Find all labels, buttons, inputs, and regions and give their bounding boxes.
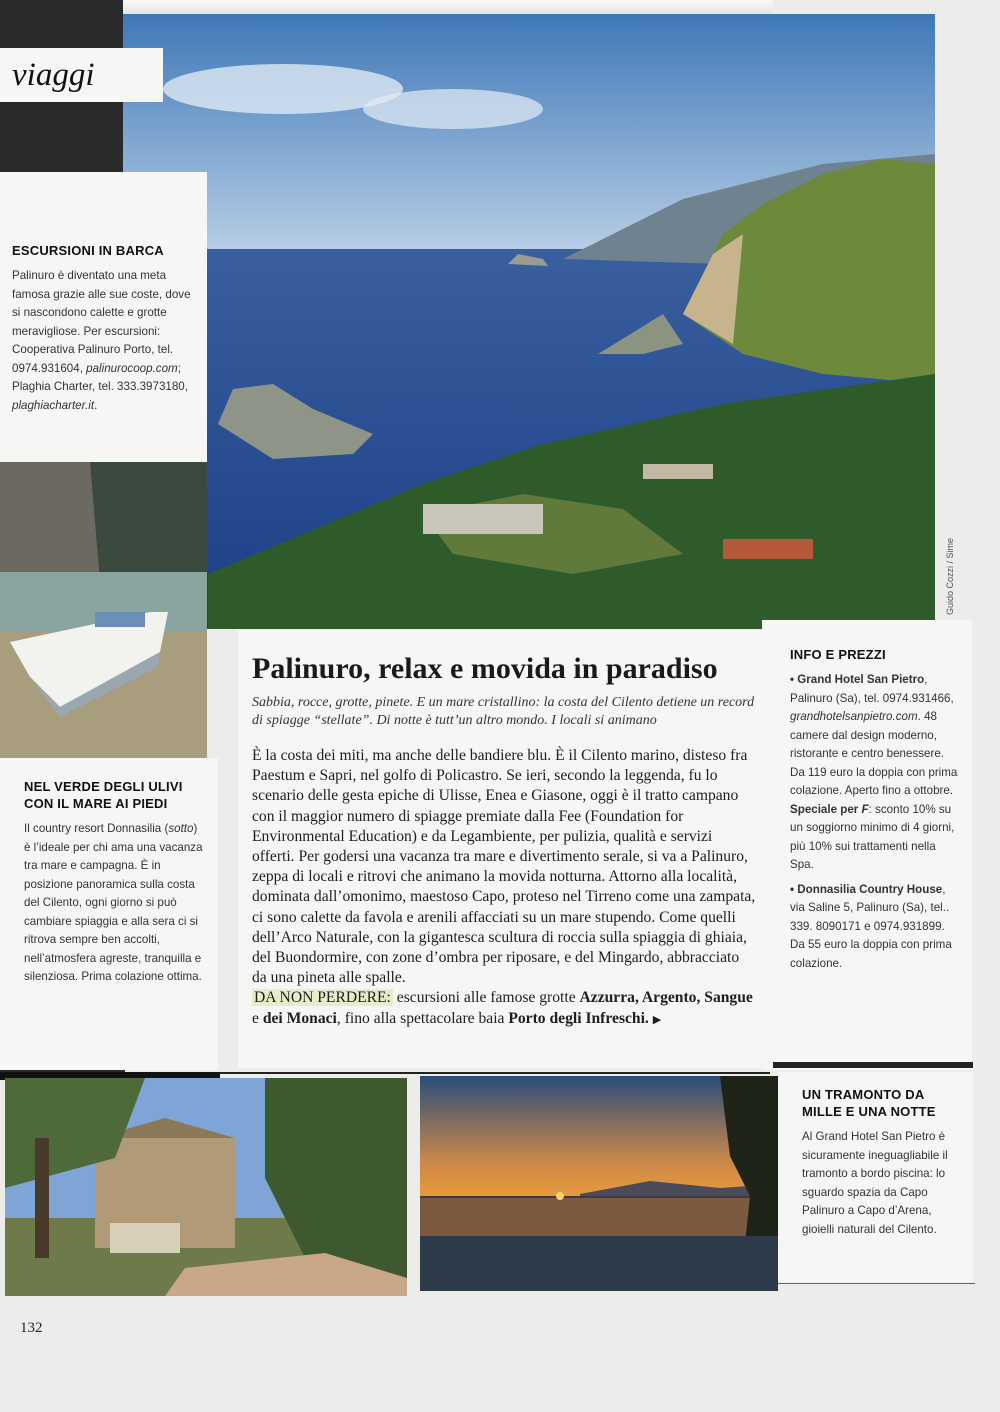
sidebar-olive-heading: NEL VERDE DEGLI ULIVI CON IL MARE AI PIEDI: [24, 779, 183, 811]
info-heading: INFO E PREZZI: [790, 647, 886, 662]
info-hotel2: • Donnasilia Country House, via Saline 5, Palinuro (Sa), tel.. 339. 8090171 e 0974.931899. Da 55 euro la doppia con prima colazione.: [790, 882, 952, 970]
sidebar-boat-heading: ESCURSIONI IN BARCA: [12, 243, 164, 258]
divider-rule: [220, 1072, 770, 1074]
palinuro-coast-photo: [123, 14, 935, 629]
sidebar-olive-box: [0, 758, 218, 1070]
sidebar-boat-text: Palinuro è diventato una meta famosa grazie alle sue coste, dove si nascondono calette e grotte meravigliose. Per escursioni: Cooperativa Palinuro Porto, tel. 0974.931604, palinurocoop.com; Plaghia Charter, tel. 333.3973180, plaghiacharter.it.: [12, 269, 191, 412]
article-title: Palinuro, relax e movida in paradiso: [252, 652, 718, 685]
sunset-heading: UN TRAMONTO DA MILLE E UNA NOTTE: [802, 1087, 936, 1119]
link-palinurocoop[interactable]: palinurocoop.com: [86, 361, 178, 375]
section-tag: viaggi: [0, 48, 163, 102]
sidebar-boat-box: [0, 172, 207, 462]
link-grandhotelsanpietro[interactable]: grandhotelsanpietro.com: [790, 710, 918, 723]
boat-photo: [0, 462, 207, 758]
link-plaghiacharter[interactable]: plaghiacharter.it: [12, 398, 95, 412]
sidebar-olive-text: Il country resort Donnasilia (sotto) è l’ideale per chi ama una vacanza tra mare e campagna. È in posizione panoramica sulla costa del Cilento, ogni giorno si può cambiare spiaggia e alla sera ci si ritrova sempre ben accolti, nell’atmosfera agreste, tranquilla e silenziosa. Prima colazione ottima.: [24, 822, 203, 983]
sunset-box: [778, 1072, 973, 1282]
article-subtitle: Sabbia, rocce, grotte, pinete. E un mare cristallino: la costa del Cilento detiene un record di spiagge “stellate”. Di notte è tutt’un altro mondo. I locali si animano: [252, 695, 755, 728]
info-hotel1: • Grand Hotel San Pietro, Palinuro (Sa), tel. 0974.931466, grandhotelsanpietro.com. 48 camere dal design moderno, ristorante e centro benessere. Da 119 euro la doppia con prima colazione. Aperto fino a ottobre. Speciale per F: sconto 10% su un soggiorno minimo di 4 giorni, più 10% sui trattamenti nella Spa.: [790, 673, 958, 871]
right-rule: [773, 1062, 973, 1068]
article-da-non-perdere: DA NON PERDERE: escursioni alle famose grotte Azzurra, Argento, Sangue e dei Monaci, fino alla spettacolare baia Porto degli Infreschi. ▶: [252, 989, 753, 1027]
continue-arrow-icon: ▶: [652, 1013, 662, 1026]
country-house-photo: [5, 1078, 407, 1296]
info-box: [762, 620, 972, 1070]
sunset-photo: [420, 1076, 778, 1291]
article: [238, 630, 770, 1068]
sunset-text: Al Grand Hotel San Pietro è sicuramente ineguagliabile il tramonto a bordo piscina: lo sguardo spazia da Capo Palinuro a Capo d’Arena, gioielli naturali del Cilento.: [802, 1130, 948, 1236]
page-number: 132: [20, 1320, 43, 1336]
bottom-rule: [778, 1283, 975, 1284]
photo-credit: Guido Cozzi / Sime: [945, 537, 955, 615]
article-body: È la costa dei miti, ma anche delle bandiere blu. È il Cilento marino, disteso fra Paestum e Sapri, nel golfo di Policastro. Se ieri, secondo la leggenda, fu lo scenario delle gesta epiche di Ulisse, Enea e Giasone, oggi è il tratto campano con il maggior numero di spiagge premiate dalla Fee (Foundation for Environmental Education) e da Legambiente, per pulizia, qualità e servizi offerti. Per godersi una vacanza tra mare e divertimento serale, si va a Palinuro, zeppa di locali e ritrovi che animano la movida notturna. Attorno alla località, dominata dall’omonimo, maestoso Capo, proteso nel Tirreno come una zampata, ci sono calette da favola e arenili affacciati su un mare stupendo. Come quelli dell’Arco Naturale, con la gigantesca scultura di roccia sulla spiaggia di ghiaia, del Buondormire, con zone d’ombra per riposare, e del Mingardo, abbracciato da una pineta alle spalle.: [252, 747, 756, 987]
